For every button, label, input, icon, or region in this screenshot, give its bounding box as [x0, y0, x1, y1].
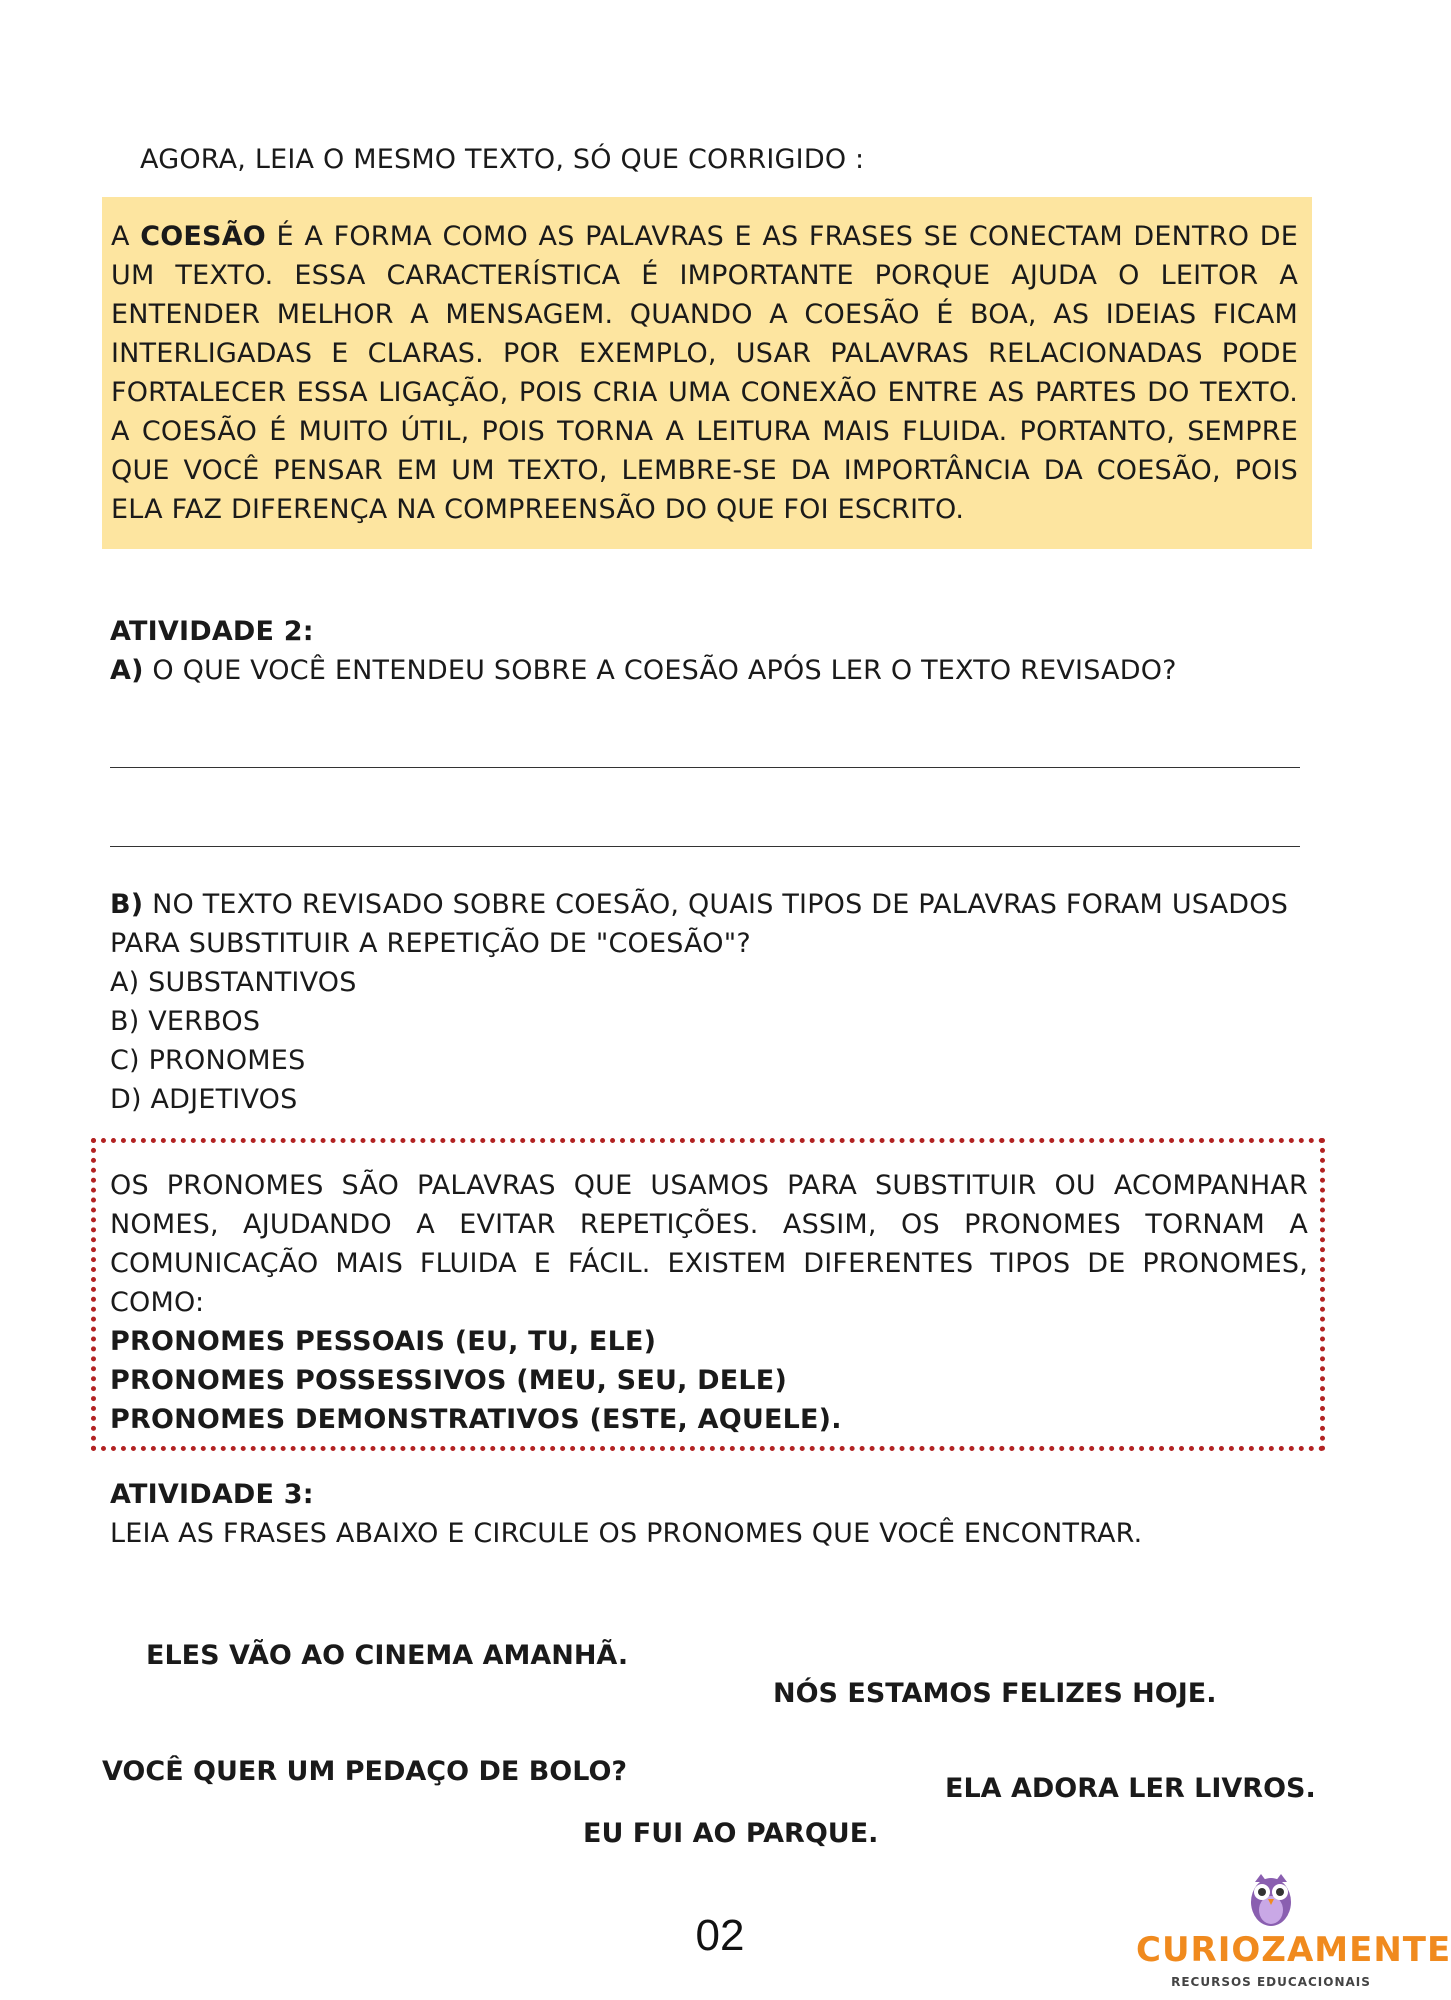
- intro-text: AGORA, LEIA O MESMO TEXTO, SÓ QUE CORRIGIDO :: [140, 144, 865, 175]
- activity3-instruction: LEIA AS FRASES ABAIXO E CIRCULE OS PRONOMES QUE VOCÊ ENCONTRAR.: [110, 1518, 1143, 1549]
- answer-line-1[interactable]: [110, 767, 1300, 768]
- sentence-5[interactable]: EU FUI AO PARQUE.: [583, 1818, 879, 1849]
- sentence-4[interactable]: ELA ADORA LER LIVROS.: [945, 1773, 1316, 1804]
- activity3-title: ATIVIDADE 3:: [110, 1479, 314, 1510]
- brand-logo: [1136, 1872, 1451, 1992]
- option-d[interactable]: D) ADJETIVOS: [110, 1084, 298, 1115]
- question-a-text: O QUE VOCÊ ENTENDEU SOBRE A COESÃO APÓS LER O TEXTO REVISADO?: [143, 655, 1177, 686]
- question-b-label: B): [110, 889, 144, 920]
- revised-text-body: É A FORMA COMO AS PALAVRAS E AS FRASES SE CONECTAM DENTRO DE UM TEXTO. ESSA CARACTERÍSTICA É IMPORTANTE PORQUE AJUDA O LEITOR A ENTENDER MELHOR A MENSAGEM. QUANDO A COESÃO É BOA, AS IDEIAS FICAM INTERLIGADAS E CLARAS. POR EXEMPLO, USAR PALAVRAS RELACIONADAS PODE FORTALECER ESSA LIGAÇÃO, POIS CRIA UMA CONEXÃO ENTRE AS PARTES DO TEXTO. A COESÃO É MUITO ÚTIL, POIS TORNA A LEITURA MAIS FLUIDA. PORTANTO, SEMPRE QUE VOCÊ PENSAR EM UM TEXTO, LEMBRE-SE DA IMPORTÂNCIA DA COESÃO, POIS ELA FAZ DIFERENÇA NA COMPREENSÃO DO QUE FOI ESCRITO.: [111, 221, 1298, 525]
- logo-subtitle: RECURSOS EDUCACIONAIS: [1171, 1975, 1371, 1989]
- question-a: [110, 651, 1310, 690]
- revised-text-prefix: A: [111, 221, 141, 252]
- sentence-1[interactable]: ELES VÃO AO CINEMA AMANHÃ.: [146, 1640, 629, 1671]
- pronouns-description: OS PRONOMES SÃO PALAVRAS QUE USAMOS PARA SUBSTITUIR OU ACOMPANHAR NOMES, AJUDANDO A EVITAR REPETIÇÕES. ASSIM, OS PRONOMES TORNAM A COMUNICAÇÃO MAIS FLUIDA E FÁCIL. EXISTEM DIFERENTES TIPOS DE PRONOMES, COMO:: [110, 1170, 1308, 1318]
- sentence-2[interactable]: NÓS ESTAMOS FELIZES HOJE.: [773, 1678, 1217, 1709]
- page-number: 02: [695, 1911, 745, 1960]
- revised-text-paragraph: [111, 217, 1298, 529]
- sentence-3[interactable]: VOCÊ QUER UM PEDAÇO DE BOLO?: [102, 1756, 628, 1787]
- option-b[interactable]: B) VERBOS: [110, 1006, 261, 1037]
- revised-text-box: [102, 197, 1312, 549]
- activity3-section: [110, 1475, 1310, 1553]
- owl-icon: [1247, 1872, 1295, 1928]
- logo-name: CURIOZAMENTE: [1136, 1930, 1451, 1970]
- question-b-text: NO TEXTO REVISADO SOBRE COESÃO, QUAIS TIPOS DE PALAVRAS FORAM USADOS PARA SUBSTITUIR A REPETIÇÃO DE "COESÃO"?: [110, 889, 1289, 959]
- answer-line-2[interactable]: [110, 846, 1300, 847]
- option-a[interactable]: A) SUBSTANTIVOS: [110, 967, 357, 998]
- pronoun-type-demonstrative: PRONOMES DEMONSTRATIVOS (ESTE, AQUELE).: [110, 1404, 842, 1435]
- pronoun-type-personal: PRONOMES PESSOAIS (EU, TU, ELE): [110, 1326, 657, 1357]
- question-b: [110, 885, 1310, 963]
- revised-text-bold-word: COESÃO: [140, 221, 266, 252]
- pronouns-info-box: [91, 1138, 1325, 1451]
- question-b-options: [110, 963, 710, 1119]
- option-c[interactable]: C) PRONOMES: [110, 1045, 306, 1076]
- activity2-section: [110, 612, 1310, 690]
- activity2-title: ATIVIDADE 2:: [110, 616, 314, 647]
- pronoun-type-possessive: PRONOMES POSSESSIVOS (MEU, SEU, DELE): [110, 1365, 787, 1396]
- question-a-label: A): [110, 655, 144, 686]
